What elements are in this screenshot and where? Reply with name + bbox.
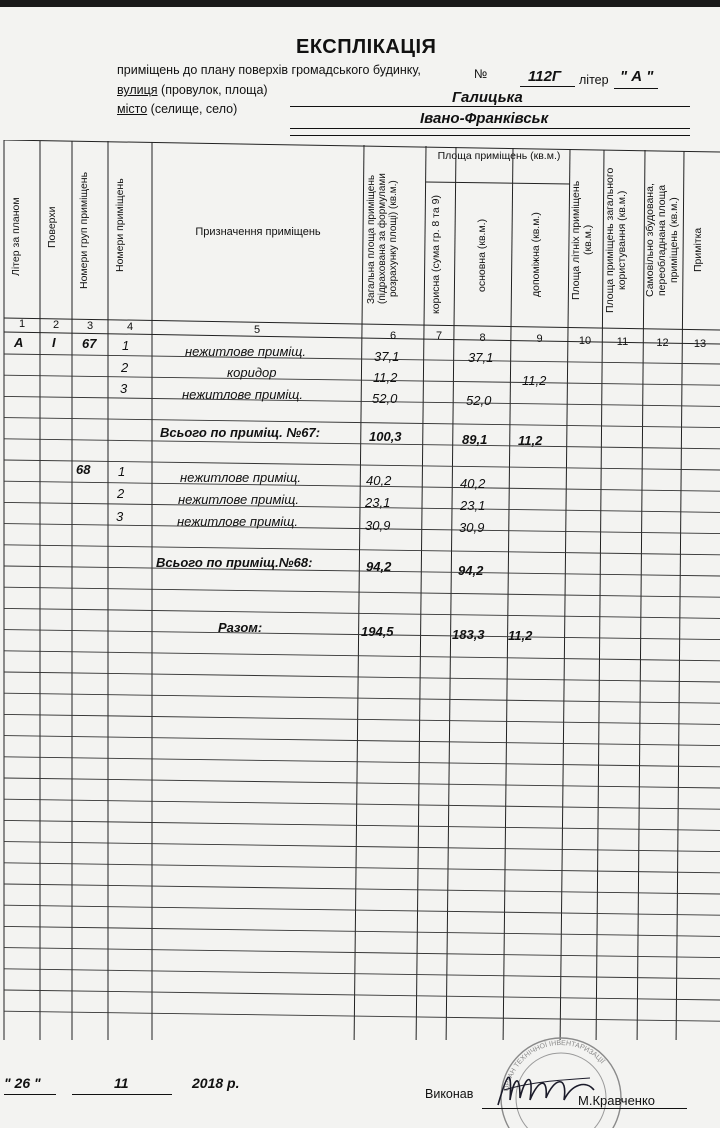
- col-number: 1: [18, 318, 26, 330]
- cell-room-no: 2: [121, 360, 129, 375]
- col-rooms-header: Номери приміщень: [114, 178, 126, 272]
- cell-purpose: нежитлове приміщ.: [178, 492, 299, 507]
- cell-room-no: 3: [120, 381, 128, 396]
- cell-total-area: 40,2: [366, 473, 392, 488]
- date-day: " 26 ": [4, 1075, 41, 1091]
- extra-underline: [290, 135, 690, 136]
- date-year: 2018 р.: [192, 1075, 240, 1091]
- table-row-line: [4, 651, 720, 661]
- cell-total-area: 23,1: [365, 495, 391, 510]
- col-number: 4: [126, 321, 134, 333]
- col-note-header: Примітка: [692, 227, 704, 273]
- grand-total-label: Разом:: [218, 620, 263, 635]
- table-row-line: [4, 502, 720, 512]
- cell-group-67: 67: [82, 336, 97, 351]
- table-row-line: [4, 990, 720, 1000]
- col-main-header: основна (кв.м.): [476, 218, 488, 292]
- cell-total-area: 52,0: [372, 391, 398, 406]
- table-row-line: [4, 799, 720, 809]
- table-row-line: [4, 672, 720, 682]
- city-value: Івано-Франківськ: [420, 110, 549, 127]
- cell-main-area: 30,9: [459, 520, 485, 535]
- cell-room-no: 1: [118, 464, 126, 479]
- grand-total-aux: 11,2: [508, 628, 533, 643]
- cell-liter: А: [14, 335, 24, 350]
- cell-purpose: нежитлове приміщ.: [182, 387, 303, 402]
- cell-main-area: 52,0: [466, 393, 492, 408]
- col-number: 11: [616, 336, 629, 348]
- street-caption: [117, 83, 268, 97]
- table-row-line: [4, 566, 720, 576]
- cell-room-no: 2: [117, 486, 125, 501]
- col-number: 3: [86, 320, 94, 332]
- table-row-line: [4, 948, 720, 958]
- col-number: 5: [253, 324, 261, 336]
- table-row-line: [4, 545, 720, 555]
- city-underline: [290, 128, 690, 129]
- city-label: місто: [117, 102, 148, 116]
- cell-total-area: 37,1: [374, 349, 400, 364]
- table-row-line: [4, 863, 720, 873]
- col-groups-header: Номери груп приміщень: [78, 171, 90, 289]
- subtotal-67-label: Всього по приміщ. №67:: [160, 425, 321, 440]
- col-purpose-header: Призначення приміщень: [195, 226, 321, 238]
- col-summer-header: Площа літніх приміщень (кв.м.): [570, 180, 594, 300]
- number-label: №: [474, 67, 488, 81]
- table-row-line: [4, 820, 720, 830]
- table-row-line: [4, 693, 720, 703]
- col-liter-header: Літер за планом: [10, 197, 22, 277]
- executor-name: М.Кравченко: [578, 1093, 656, 1108]
- street-underline: [290, 106, 690, 107]
- table-row-line: [4, 926, 720, 936]
- table-row-line: [4, 481, 720, 491]
- cell-aux-area: 11,2: [522, 373, 547, 388]
- cell-room-no: 1: [122, 338, 130, 353]
- cell-total-area: 11,2: [373, 370, 398, 385]
- street-suffix: (провулок, площа): [161, 83, 268, 97]
- table-row-line: [4, 375, 720, 385]
- date-day-underline: [4, 1094, 56, 1095]
- col-number: 10: [578, 335, 592, 347]
- building-number: 112Г: [528, 68, 562, 85]
- cell-purpose: нежитлове приміщ.: [177, 514, 298, 529]
- cell-main-area: 40,2: [460, 476, 486, 491]
- table-row-line: [4, 757, 720, 767]
- col-total-area-header: Загальна площа приміщень (підрахована за формулами розрахунку площі) (кв.м.): [366, 173, 399, 305]
- table-row-line: [4, 884, 720, 894]
- cell-main-area: 23,1: [460, 498, 486, 513]
- liter-label: літер: [579, 73, 609, 87]
- col-unauthorized-header: Самовільно збудована, переобладнана площа приміщень (кв.м.): [644, 183, 680, 298]
- col-number: 2: [52, 319, 60, 331]
- cell-purpose: коридор: [227, 365, 277, 380]
- city-suffix: (селище, село): [150, 102, 238, 116]
- col-area-group-header: Площа приміщень (кв.м.): [437, 150, 561, 162]
- col-number: 12: [656, 337, 669, 349]
- table-row-line: [4, 524, 720, 534]
- document-title: ЕКСПЛІКАЦІЯ: [296, 36, 437, 58]
- subtotal-68-main: 94,2: [458, 563, 484, 578]
- col-number: 13: [693, 338, 707, 350]
- table-row-line: [4, 587, 720, 597]
- signature-underline: [482, 1108, 687, 1109]
- subtotal-67-main: 89,1: [462, 432, 488, 447]
- cell-total-area: 30,9: [365, 518, 391, 533]
- table-row-line: [4, 460, 720, 470]
- col-number: 7: [435, 330, 443, 342]
- cell-room-no: 3: [116, 509, 124, 524]
- table-row-line: [4, 969, 720, 979]
- date-month: 11: [114, 1075, 129, 1091]
- table-row-line: [4, 439, 720, 449]
- col-number: 6: [389, 330, 397, 342]
- grand-total-main: 183,3: [452, 627, 485, 642]
- table-row-line: [4, 418, 720, 428]
- table-row-line: [4, 736, 720, 746]
- svg-text:ОРГАН ТЕХНІЧНОЇ ІНВЕНТАРИЗАЦІЇ: ОРГАН ТЕХНІЧНОЇ ІНВЕНТАРИЗАЦІЇ: [503, 1039, 606, 1092]
- date-month-underline: [72, 1094, 172, 1095]
- scan-top-edge: [0, 0, 720, 7]
- grand-total-area: 194,5: [361, 624, 394, 639]
- cell-main-area: 37,1: [468, 350, 494, 365]
- executed-by-label: Виконав: [425, 1087, 474, 1101]
- cell-floor: І: [52, 335, 56, 350]
- col-aux-header: допоміжна (кв.м.): [530, 212, 542, 298]
- subtotal-68-total: 94,2: [366, 559, 392, 574]
- cell-purpose: нежитлове приміщ.: [180, 470, 301, 485]
- cell-purpose: нежитлове приміщ.: [185, 344, 306, 359]
- liter-value: " А ": [620, 68, 654, 85]
- plan-caption: приміщень до плану поверхів громадського будинку,: [117, 63, 421, 77]
- col-number: 8: [479, 332, 486, 344]
- table-row-line: [4, 842, 720, 852]
- subtotal-67-aux: 11,2: [518, 433, 543, 448]
- street-label: вулиця: [117, 83, 158, 97]
- col-useful-header: корисна (сума гр. 8 та 9): [430, 195, 442, 315]
- city-caption: [117, 102, 237, 116]
- table-row-line: [4, 608, 720, 618]
- table-row-line: [4, 396, 720, 406]
- col-common-header: Площа приміщень загального користування (кв.м.): [604, 167, 628, 314]
- cell-group-68: 68: [76, 462, 91, 477]
- subtotal-67-total: 100,3: [369, 429, 402, 444]
- table-row-line: [4, 905, 720, 915]
- building-number-underline: [520, 86, 575, 87]
- table-row-line: [4, 778, 720, 788]
- col-number: 9: [536, 333, 543, 345]
- street-value: Галицька: [452, 89, 523, 106]
- col-floors-header: Поверхи: [46, 206, 58, 248]
- table-row-line: [4, 714, 720, 724]
- liter-underline: [614, 88, 658, 89]
- subtotal-68-label: Всього по приміщ.№68:: [156, 555, 313, 570]
